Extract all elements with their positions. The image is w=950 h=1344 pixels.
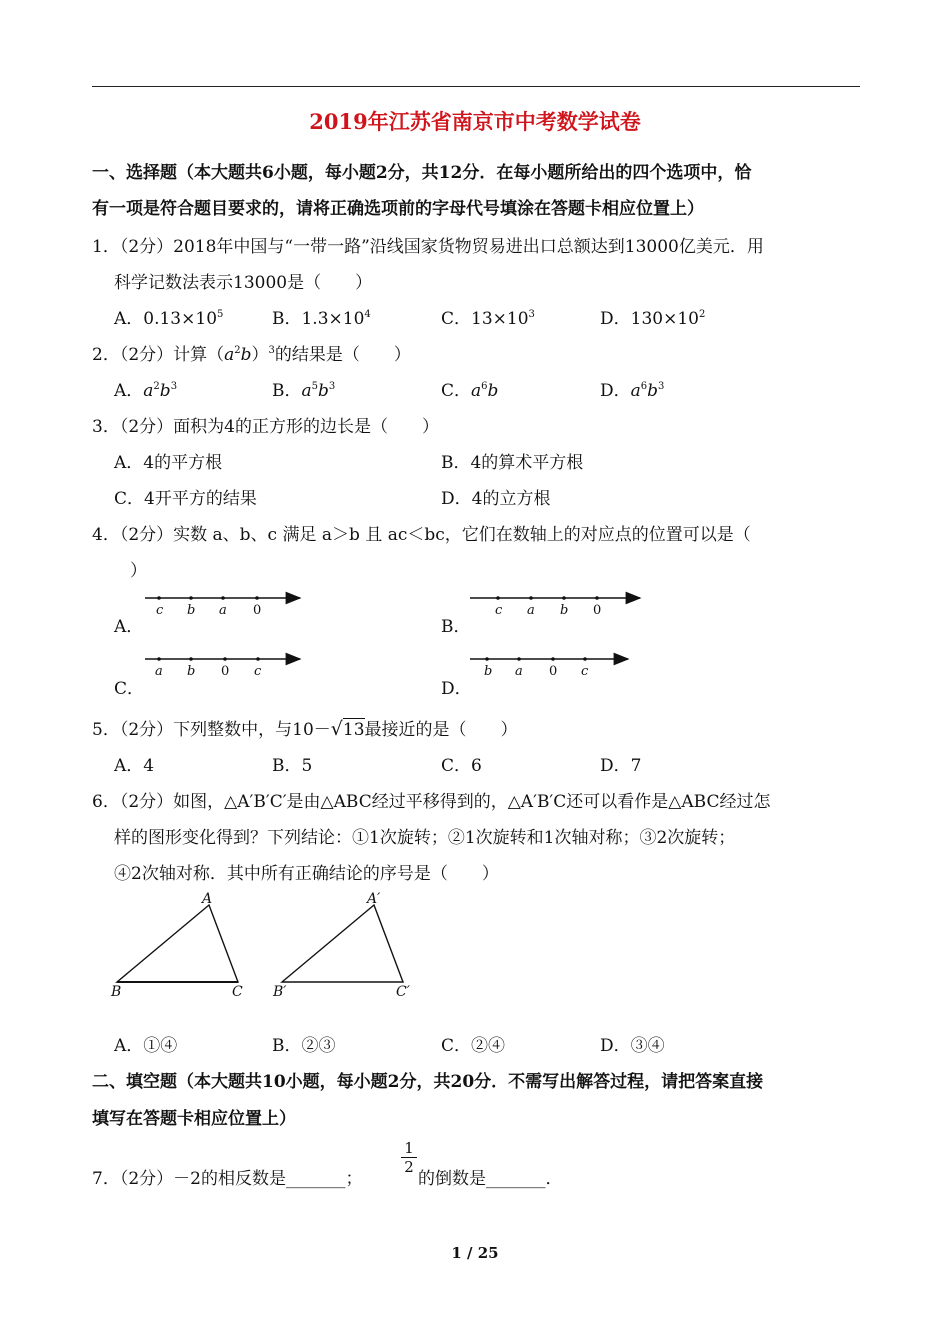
q7-part2: 的倒数是_______． — [418, 1169, 563, 1189]
vertex-label-c: C — [232, 984, 243, 1000]
nl-a-label-4: 0 — [253, 603, 262, 618]
vertex-label-a: A — [202, 891, 213, 907]
q5-option-d: D．7 — [600, 756, 642, 776]
q2-stem: 2．（2分）计算$(a^2b)^3$的结果是（ ） — [92, 345, 411, 365]
q4-stem-close: ） — [130, 561, 147, 581]
nl-b-label-3: b — [560, 603, 569, 618]
section1-heading-line2: 有一项是符合题目要求的，请将正确选项前的字母代号填涂在答题卡相应位置上） — [92, 199, 704, 219]
q6-option-c: C．②④ — [441, 1036, 506, 1056]
nl-d-label-1: b — [484, 664, 493, 679]
q7-part1: 7．（2分）－2的相反数是_______； — [92, 1169, 363, 1189]
q3-option-b: B．4的算术平方根 — [441, 453, 584, 473]
nl-c-label-2: b — [187, 664, 196, 679]
q2-option-a: A．$a^2b^3$ — [114, 381, 178, 401]
q2-option-c: C．$a^6b$ — [441, 381, 499, 401]
q1-stem-line1: 1．（2分）2018年中国与“一带一路”沿线国家货物贸易进出口总额达到13000亿美元．用 — [92, 237, 764, 257]
q4-option-b-label: B． — [441, 617, 471, 637]
section2-heading-line2: 填写在答题卡相应位置上） — [92, 1109, 296, 1129]
q3-option-d: D．4的立方根 — [441, 489, 551, 509]
q1-option-d: D．$130\times 10^2$ — [600, 309, 706, 329]
q6-stem-line2: 样的图形变化得到？下列结论：①1次旋转；②1次旋转和1次轴对称；③2次旋转； — [114, 828, 736, 848]
q3-option-c: C．4开平方的结果 — [114, 489, 257, 509]
q4-option-c-label: C． — [114, 679, 145, 699]
q4-option-d-label: D． — [441, 679, 472, 699]
q3-option-a: A．4的平方根 — [114, 453, 223, 473]
q4-option-a-label: A． — [114, 617, 144, 637]
sqrt-radicand: 13 — [342, 720, 365, 740]
q1-option-a: A．$0.13\times 10^5$ — [114, 309, 224, 329]
nl-c-label-4: c — [254, 664, 262, 679]
q1-stem-line2: 科学记数法表示13000是（ ） — [114, 273, 373, 293]
section1-heading-line1: 一、选择题（本大题共6小题，每小题2分，共12分．在每小题所给出的四个选项中，恰 — [92, 163, 752, 183]
q1-option-b: B．$1.3\times 10^4$ — [272, 309, 371, 329]
nl-d-label-4: c — [581, 664, 589, 679]
nl-c-label-1: a — [155, 664, 163, 679]
q3-stem: 3．（2分）面积为4的正方形的边长是（ ） — [92, 417, 439, 437]
q7-fraction — [401, 1139, 417, 1176]
q7-fraction-denominator: 2 — [404, 1158, 414, 1176]
vertex-label-a-prime: A′ — [367, 891, 381, 907]
q2-option-d: D．$a^6b^3$ — [600, 381, 665, 401]
nl-b-label-2: a — [527, 603, 535, 618]
q7-fraction-numerator: 1 — [401, 1139, 417, 1158]
q6-stem-line3: ④2次轴对称．其中所有正确结论的序号是（ ） — [114, 864, 499, 884]
page-title: 2019年江苏省南京市中考数学试卷 — [309, 109, 641, 134]
vertex-label-b-prime: B′ — [273, 984, 287, 1000]
q6-option-a: A．①④ — [114, 1036, 178, 1056]
triangle-abc-prime — [282, 905, 403, 982]
nl-a-label-3: a — [219, 603, 227, 618]
triangle-abc — [117, 905, 238, 982]
nl-b-label-1: c — [495, 603, 503, 618]
q5-option-c: C．6 — [441, 756, 482, 776]
section2-heading-line1: 二、填空题（本大题共10小题，每小题2分，共20分．不需写出解答过程，请把答案直接 — [92, 1072, 764, 1092]
nl-b-label-4: 0 — [593, 603, 602, 618]
vertex-label-b: B — [111, 984, 122, 1000]
vertex-label-c-prime: C′ — [396, 984, 410, 1000]
sqrt-sign: √ — [330, 718, 343, 740]
page-number: 1 / 25 — [451, 1244, 499, 1262]
nl-a-label-1: c — [156, 603, 164, 618]
q5-stem: 5．（2分）下列整数中，与10－√13最接近的是（ ） — [92, 718, 518, 740]
q1-option-c: C．$13\times 10^3$ — [441, 309, 535, 329]
q5-option-b: B．5 — [272, 756, 313, 776]
q6-stem-line1: 6．（2分）如图，△A′B′C′是由△ABC经过平移得到的，△A′B′C还可以看作是△ABC经过怎 — [92, 792, 771, 812]
nl-d-label-3: 0 — [549, 664, 558, 679]
nl-a-label-2: b — [187, 603, 196, 618]
q5-option-a: A．4 — [114, 756, 155, 776]
q2-option-b: B．$a^5b^3$ — [272, 381, 336, 401]
q4-stem: 4．（2分）实数 a、b、c 满足 a＞b 且 ac＜bc，它们在数轴上的对应点的位置可以是（ — [92, 525, 751, 545]
q6-option-d: D．③④ — [600, 1036, 665, 1056]
nl-c-label-3: 0 — [221, 664, 230, 679]
nl-d-label-2: a — [515, 664, 523, 679]
q6-option-b: B．②③ — [272, 1036, 336, 1056]
